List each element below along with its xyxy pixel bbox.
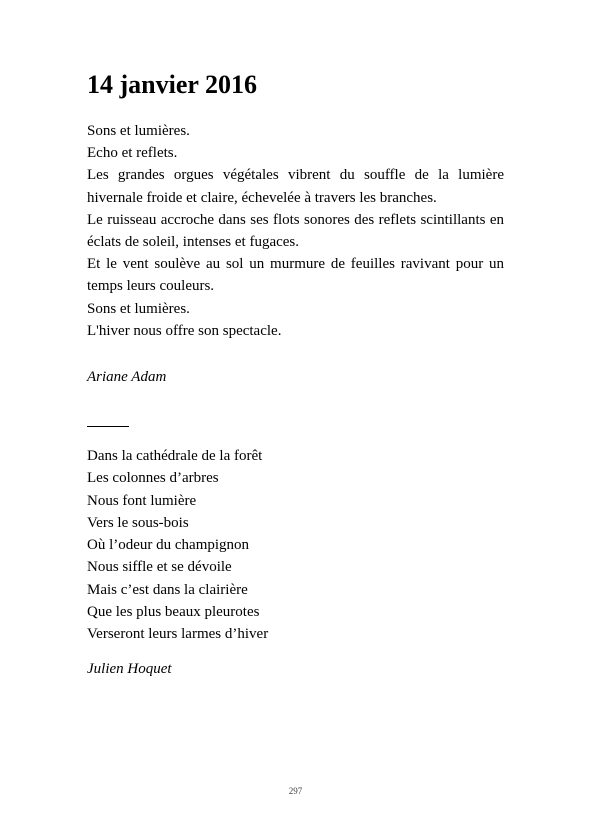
page-number: 297 xyxy=(288,786,303,796)
prose-text xyxy=(87,120,504,342)
prose-paragraph: Et le vent soulève au sol un murmure de feuilles ravivant pour un temps leurs couleurs. xyxy=(87,256,504,295)
prose-paragraph: Les grandes orgues végétales vibrent du souffle de la lumière hivernale froide et claire, échevelée à travers les branches. xyxy=(87,167,504,206)
prose-paragraph: Sons et lumières. xyxy=(87,300,190,317)
prose-paragraph: Le ruisseau accroche dans ses flots sonores des reflets scintillants en éclats de soleil, intenses et fugaces. xyxy=(87,211,504,251)
poem-line: Où l’odeur du champignon xyxy=(87,537,250,554)
page-title: 14 janvier 2016 xyxy=(87,70,257,99)
author-signature: Julien Hoquet xyxy=(87,661,172,677)
section-divider xyxy=(87,426,129,427)
poem-line: Dans la cathédrale de la forêt xyxy=(87,448,263,464)
poem-line: Mais c’est dans la clairière xyxy=(87,581,248,598)
prose-paragraph: Echo et reflets. xyxy=(87,145,178,162)
poem-text xyxy=(87,445,268,646)
poem-line: Que les plus beaux pleurotes xyxy=(87,604,260,621)
poem-line: Verseront leurs larmes d’hiver xyxy=(87,626,269,643)
poem-line: Nous font lumière xyxy=(87,492,197,509)
poem-line: Nous siffle et se dévoile xyxy=(87,559,232,576)
prose-paragraph: Sons et lumières. xyxy=(87,123,190,139)
poem-line: Les colonnes d’arbres xyxy=(87,470,219,487)
author-signature: Ariane Adam xyxy=(87,369,167,385)
prose-paragraph: L'hiver nous offre son spectacle. xyxy=(87,322,282,339)
poem-line: Vers le sous-bois xyxy=(87,514,189,531)
